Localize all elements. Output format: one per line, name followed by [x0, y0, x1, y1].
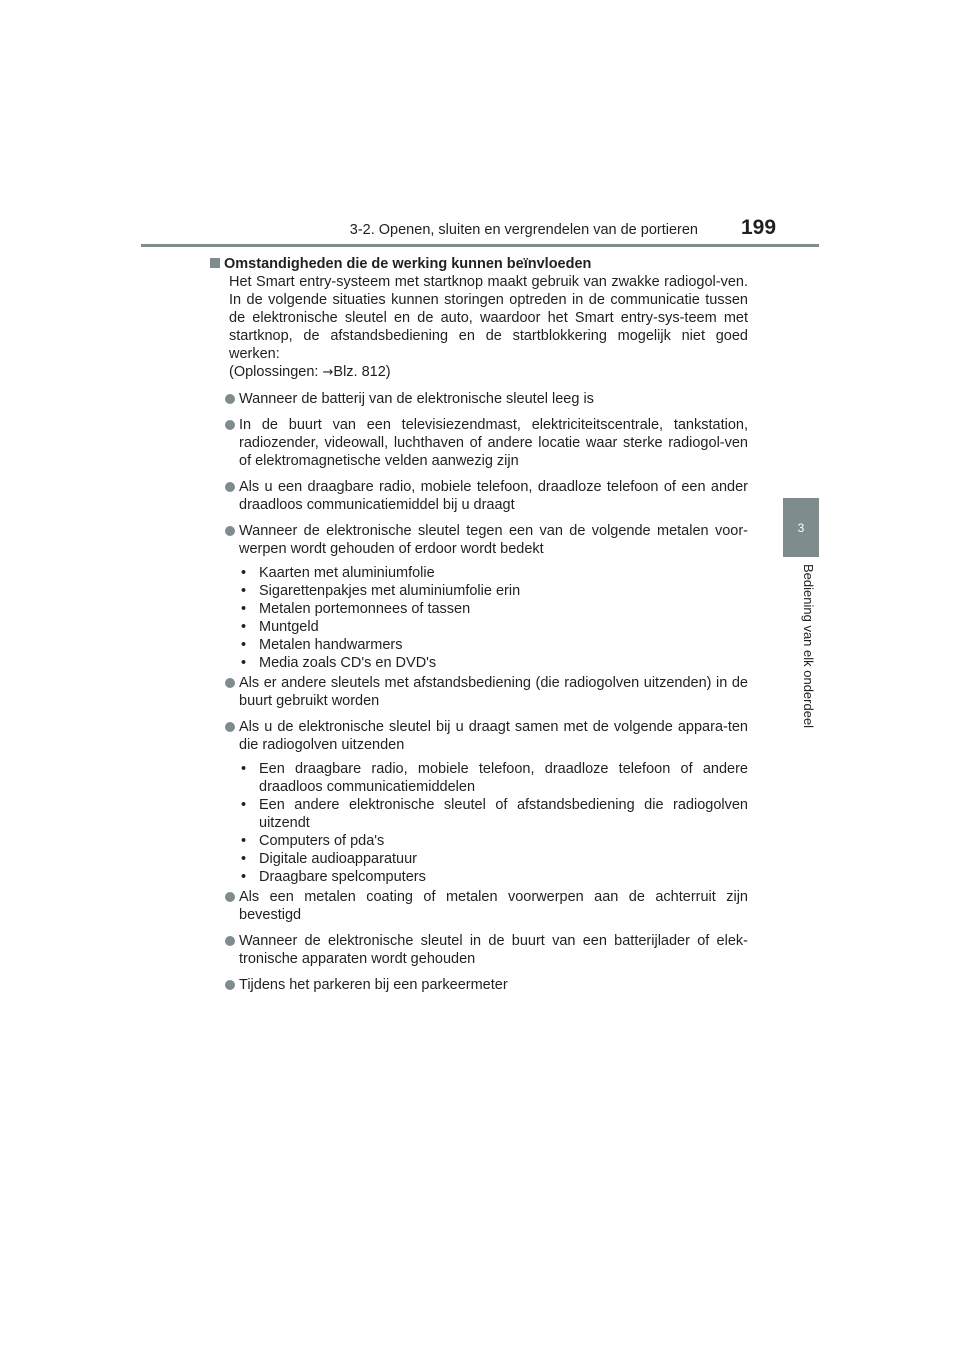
sub-list-item: • Sigarettenpakjes met aluminiumfolie erin — [239, 582, 748, 600]
sub-list-item: • Kaarten met aluminiumfolie — [239, 564, 748, 582]
sub-list-item: • Een andere elektronische sleutel of afstandsbediening die radiogolven uitzendt — [239, 796, 748, 832]
list-item: Als een metalen coating of metalen voorwerpen aan de achterruit zijn bevestigd — [210, 888, 748, 924]
sub-list-item: • Metalen handwarmers — [239, 636, 748, 654]
chapter-number: 3 — [797, 520, 805, 535]
circle-bullet-icon — [225, 526, 235, 536]
sub-list-item: • Metalen portemonnees of tassen — [239, 600, 748, 618]
arrow-icon: → — [322, 365, 334, 380]
circle-bullet-icon — [225, 936, 235, 946]
circle-bullet-icon — [225, 678, 235, 688]
list-item: Wanneer de batterij van de elektronische sleutel leeg is — [210, 390, 748, 408]
list-item: Wanneer de elektronische sleutel tegen een van de volgende metalen voor-werpen wordt gehouden of erdoor wordt bedekt — [210, 522, 748, 558]
page-content — [210, 255, 748, 994]
sub-list-item: • Computers of pda's — [239, 832, 748, 850]
circle-bullet-icon — [225, 980, 235, 990]
circle-bullet-icon — [225, 722, 235, 732]
page-number: 199 — [741, 216, 777, 239]
list-item: Als er andere sleutels met afstandsbediening (die radiogolven uitzenden) in de buurt gebruikt worden — [210, 674, 748, 710]
running-header: 3-2. Openen, sluiten en vergrendelen van de portieren — [349, 222, 698, 238]
circle-bullet-icon — [225, 394, 235, 404]
sub-list-item: • Draagbare spelcomputers — [239, 868, 748, 886]
intro-paragraph — [229, 273, 748, 382]
metal-objects-list — [239, 564, 748, 672]
list-item: Als u de elektronische sleutel bij u draagt samen met de volgende appara-ten die radiogolven uitzenden — [210, 718, 748, 754]
list-item: Als u een draagbare radio, mobiele telefoon, draadloze telefoon of een ander draadloos communicatiemiddel bij u draagt — [210, 478, 748, 514]
sub-list-item: • Muntgeld — [239, 618, 748, 636]
list-item: Wanneer de elektronische sleutel in de buurt van een batterijlader of elek-tronische apparaten wordt gehouden — [210, 932, 748, 968]
chapter-label: Bediening van elk onderdeel — [801, 564, 816, 729]
intro-text: Het Smart entry-systeem met startknop maakt gebruik van zwakke radiogol-ven. In de volgende situaties kunnen storingen optreden in de communicatie tussen de elektronische sleutel en de auto, waardoor het Smart entry-sys-teem met startknop, de afstandsbediening en de startblokkering mogelijk niet goed werken: — [229, 274, 748, 362]
sub-list-item: • Media zoals CD's en DVD's — [239, 654, 748, 672]
section-heading: Omstandigheden die de werking kunnen beïnvloeden — [210, 255, 748, 273]
list-item: Tijdens het parkeren bij een parkeermeter — [210, 976, 748, 994]
radio-devices-list — [239, 760, 748, 886]
circle-bullet-icon — [225, 420, 235, 430]
circle-bullet-icon — [225, 482, 235, 492]
list-item: In de buurt van een televisiezendmast, elektriciteitscentrale, tankstation, radiozender, videowall, luchthaven of andere locatie waar sterke radiogol-ven of elektromagnetische velden aanwezig zijn — [210, 416, 748, 470]
header-divider — [141, 244, 819, 247]
chapter-tab — [783, 498, 819, 557]
square-bullet-icon — [210, 258, 220, 268]
solutions-reference: (Oplossingen: →Blz. 812) — [229, 364, 391, 380]
sub-list-item: • Digitale audioapparatuur — [239, 850, 748, 868]
circle-bullet-icon — [225, 892, 235, 902]
sub-list-item: • Een draagbare radio, mobiele telefoon, draadloze telefoon of andere draadloos communicatiemiddelen — [239, 760, 748, 796]
